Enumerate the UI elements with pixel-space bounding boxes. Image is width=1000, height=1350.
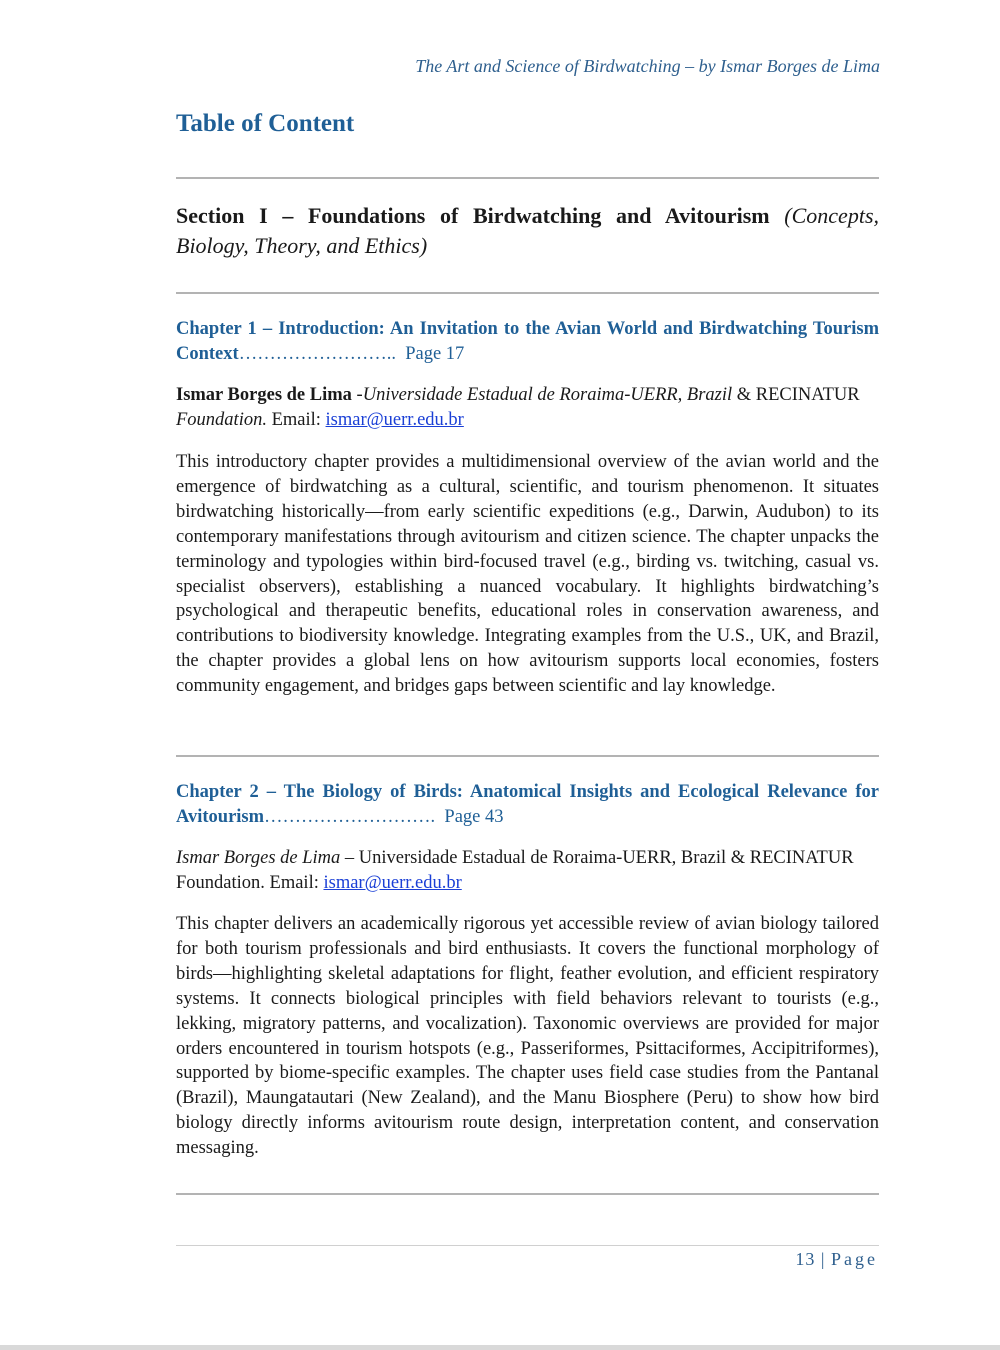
author-name: Ismar Borges de Lima	[176, 848, 341, 868]
section-subtitle: (Concepts, Biology, Theory, and Ethics)	[176, 203, 879, 258]
running-header: The Art and Science of Birdwatching – by Ismar Borges de Lima	[415, 56, 880, 76]
chapter-1-abstract: This introductory chapter provides a multidimensional overview of the avian world and the emergence of birdwatching as a cultural, scientific, and tourism phenomenon. It situates birdwatching historically—from early scientific expeditions (e.g., Darwin, Audubon) to its contemporary manifestations through avitourism and citizen science. The chapter unpacks the terminology and typologies within bird-focused travel (e.g., birding vs. twitching, casual vs. specialist observers), establishing a nuanced vocabulary. It highlights birdwatching’s psychological and therapeutic benefits, educational roles in conservation awareness, and contributions to biodiversity knowledge. Integrating examples from the U.S., UK, and Brazil, the chapter provides a global lens on how avitourism supports local economies, fosters community engagement, and bridges gaps between scientific and lay knowledge.	[176, 452, 879, 697]
section-title: Section I – Foundations of Birdwatching and Avitourism	[176, 203, 770, 228]
chapter-1-entry[interactable]	[176, 317, 879, 367]
email-label: Email:	[269, 873, 319, 893]
author-name: Ismar Borges de Lima	[176, 385, 352, 405]
leader-dots: ……………………….	[264, 807, 436, 827]
page-bottom-edge	[0, 1345, 1000, 1350]
chapter-2-title[interactable]: Chapter 2 – The Biology of Birds: Anatomical Insights and Ecological Relevance for Avitourism	[176, 782, 879, 827]
leader-dots: ……………………..	[238, 344, 396, 364]
page-number-value: 13	[795, 1249, 816, 1269]
chapter-1-page[interactable]: Page 17	[405, 344, 465, 364]
page-separator: |	[820, 1249, 826, 1269]
chapter-2-page[interactable]: Page 43	[444, 807, 504, 827]
section-heading	[176, 201, 879, 261]
footer-rule	[176, 1245, 879, 1246]
chapter-2-entry[interactable]	[176, 780, 879, 830]
affiliation-foundation: Foundation.	[176, 410, 267, 430]
divider-rule	[176, 177, 879, 179]
affiliation-tail: & RECINATUR	[736, 385, 860, 405]
email-label: Email:	[271, 410, 321, 430]
chapter-1-title[interactable]: Chapter 1 – Introduction: An Invitation to the Avian World and Birdwatching Tourism Context	[176, 319, 879, 364]
divider-rule	[176, 292, 879, 294]
chapter-1-author	[176, 383, 879, 433]
chapter-2-abstract: This chapter delivers an academically rigorous yet accessible review of avian biology tailored for both tourism professionals and bird enthusiasts. It covers the functional morphology of birds—highlighting skeletal adaptations for flight, feather evolution, and efficient respiratory systems. It connects biological principles with field behaviors relevant to tourists (e.g., lekking, migratory patterns, and vocalization). Taxonomic overviews are provided for major orders encountered in tourism hotspots (e.g., Passeriformes, Psittaciformes, Accipitriformes), supported by biome-specific examples. The chapter uses field case studies from the Pantanal (Brazil), Maungatautari (New Zealand), and the Manu Biosphere (Peru) to show how bird biology directly informs avitourism route design, interpretation content, and conservation messaging.	[176, 914, 879, 1159]
page-word: Page	[831, 1249, 878, 1269]
toc-title: Table of Content	[176, 110, 355, 137]
email-link[interactable]: ismar@uerr.edu.br	[323, 873, 462, 893]
divider-rule	[176, 755, 879, 757]
email-link[interactable]: ismar@uerr.edu.br	[325, 410, 464, 430]
author-affiliation: – Universidade Estadual de Roraima-UERR, Brazil & RECINATUR Foundation.	[176, 848, 854, 893]
divider-rule	[176, 1193, 879, 1195]
page-number	[795, 1249, 878, 1270]
author-affiliation: -Universidade Estadual de Roraima-UERR, Brazil	[356, 385, 733, 405]
chapter-2-author	[176, 846, 879, 896]
